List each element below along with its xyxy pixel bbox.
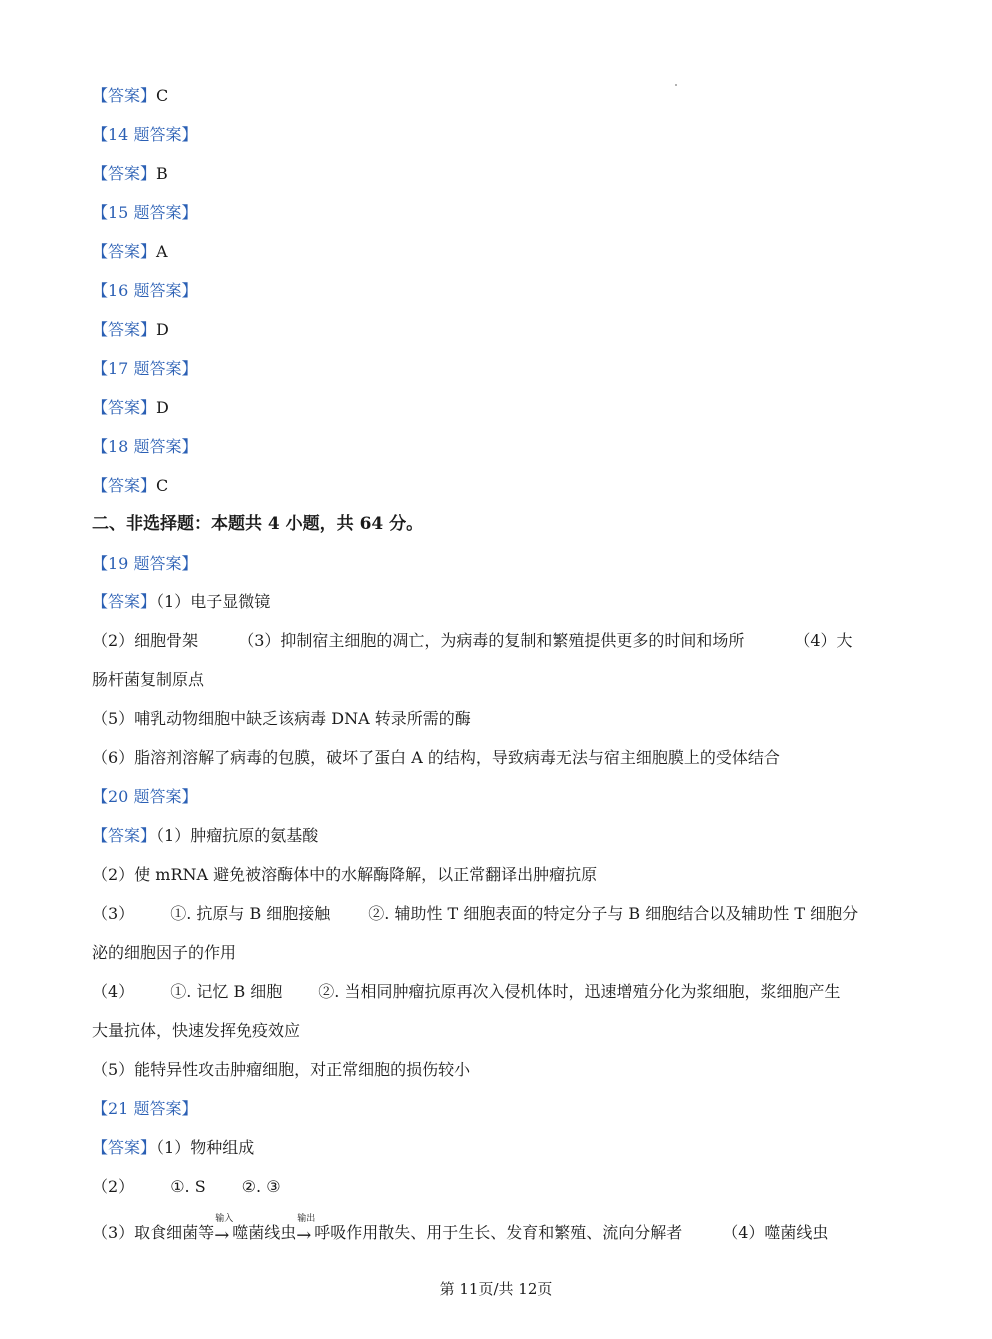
answer-text: （3）取食细菌等	[92, 1223, 215, 1242]
answer-text: （1）肿瘤抗原的氨基酸	[156, 826, 319, 845]
answer-text: （5）能特异性攻击肿瘤细胞，对正常细胞的损伤较小	[92, 1060, 471, 1079]
answer-text: ①. S	[170, 1177, 206, 1196]
section-title: 二、非选择题：本题共 4 小题，共 64 分。	[92, 514, 424, 534]
question-header	[92, 124, 912, 146]
answer-line	[92, 981, 912, 1003]
answer-line	[92, 1214, 912, 1246]
question-header	[92, 1098, 912, 1120]
answer-text: ②. ③	[241, 1177, 281, 1196]
answer-text: （6）脂溶剂溶解了病毒的包膜，破坏了蛋白 A 的结构，导致病毒无法与宿主细胞膜上的受体结合	[92, 748, 780, 767]
arrow-right-icon: 输出 →	[296, 1214, 316, 1246]
question-header-label: 【14 题答案】	[92, 125, 198, 144]
question-header	[92, 786, 912, 808]
answer-text: （1）物种组成	[156, 1138, 255, 1157]
page-footer: 第 11页/共 12页	[439, 1280, 553, 1298]
answer-tag: 【答案】	[92, 86, 157, 105]
answer-text: （2）使 mRNA 避免被溶酶体中的水解酶降解，以正常翻译出肿瘤抗原	[92, 865, 598, 884]
answer-tag: 【答案】	[92, 398, 157, 417]
answer-text: 泌的细胞因子的作用	[92, 943, 237, 962]
answer-text: （5）哺乳动物细胞中缺乏该病毒 DNA 转录所需的酶	[92, 709, 471, 728]
arrow-label: 输出	[297, 1214, 316, 1224]
answer-line	[92, 669, 912, 691]
answer-line	[92, 591, 912, 613]
answer-line	[92, 1176, 912, 1198]
answer-line	[92, 1020, 912, 1042]
answer-tag: 【答案】	[92, 592, 157, 611]
answer-tag: 【答案】	[92, 242, 157, 261]
question-header	[92, 358, 912, 380]
question-header-label: 【17 题答案】	[92, 359, 198, 378]
answer-line	[92, 747, 912, 769]
question-header-label: 【20 题答案】	[92, 787, 198, 806]
answer-tag: 【答案】	[92, 476, 157, 495]
answer-text: （4）大	[794, 631, 853, 650]
answer-text: （4）噬菌线虫	[722, 1223, 829, 1242]
answer-text: ②. 当相同肿瘤抗原再次入侵机体时，迅速增殖分化为浆细胞，浆细胞产生	[318, 982, 841, 1001]
answer-line	[92, 864, 912, 886]
arrow-right-icon: 输入 →	[214, 1214, 234, 1246]
answer-tag: 【答案】	[92, 826, 157, 845]
answer-line	[92, 708, 912, 730]
answer-number: （4）	[92, 982, 135, 1001]
question-header	[92, 553, 912, 575]
answer-value: D	[156, 398, 169, 417]
answer-tag: 【答案】	[92, 320, 157, 339]
arrow-label: 输入	[215, 1214, 234, 1224]
answer-number: （3）	[92, 904, 135, 923]
answer-line	[92, 241, 912, 263]
answer-line	[92, 942, 912, 964]
answer-line	[92, 825, 912, 847]
answer-text: 呼吸作用散失、用于生长、发育和繁殖、流向分解者	[314, 1223, 683, 1242]
answer-tag: 【答案】	[92, 164, 157, 183]
answer-line	[92, 630, 912, 652]
question-header-label: 【15 题答案】	[92, 203, 198, 222]
answer-line	[92, 1137, 912, 1159]
answer-value: B	[156, 164, 168, 183]
answer-number: （2）	[92, 1177, 135, 1196]
answer-text: ②. 辅助性 T 细胞表面的特定分子与 B 细胞结合以及辅助性 T 细胞分	[368, 904, 859, 923]
answer-text: （1）电子显微镜	[156, 592, 271, 611]
answer-text: ①. 记忆 B 细胞	[170, 982, 283, 1001]
answer-line	[92, 397, 912, 419]
question-header	[92, 436, 912, 458]
answer-line	[92, 1059, 912, 1081]
question-header	[92, 280, 912, 302]
answer-value: C	[156, 476, 169, 495]
answer-line	[92, 85, 912, 107]
answer-line	[92, 319, 912, 341]
answer-value: A	[156, 242, 168, 261]
answer-line	[92, 163, 912, 185]
question-header-label: 【16 题答案】	[92, 281, 198, 300]
answer-text: ①. 抗原与 B 细胞接触	[170, 904, 331, 923]
answer-line	[92, 903, 912, 925]
answer-value: C	[156, 86, 169, 105]
answer-text: （2）细胞骨架	[92, 631, 199, 650]
question-header-label: 【18 题答案】	[92, 437, 198, 456]
answer-tag: 【答案】	[92, 1138, 157, 1157]
question-header-label: 【19 题答案】	[92, 554, 198, 573]
answer-text: 大量抗体，快速发挥免疫效应	[92, 1021, 301, 1040]
answer-value: D	[156, 320, 169, 339]
question-header-label: 【21 题答案】	[92, 1099, 198, 1118]
answer-line	[92, 475, 912, 497]
question-header	[92, 202, 912, 224]
answer-text: 肠杆菌复制原点	[92, 670, 205, 689]
answer-text: 噬菌线虫	[232, 1223, 297, 1242]
answer-text: （3）抑制宿主细胞的凋亡，为病毒的复制和繁殖提供更多的时间和场所	[238, 631, 745, 650]
